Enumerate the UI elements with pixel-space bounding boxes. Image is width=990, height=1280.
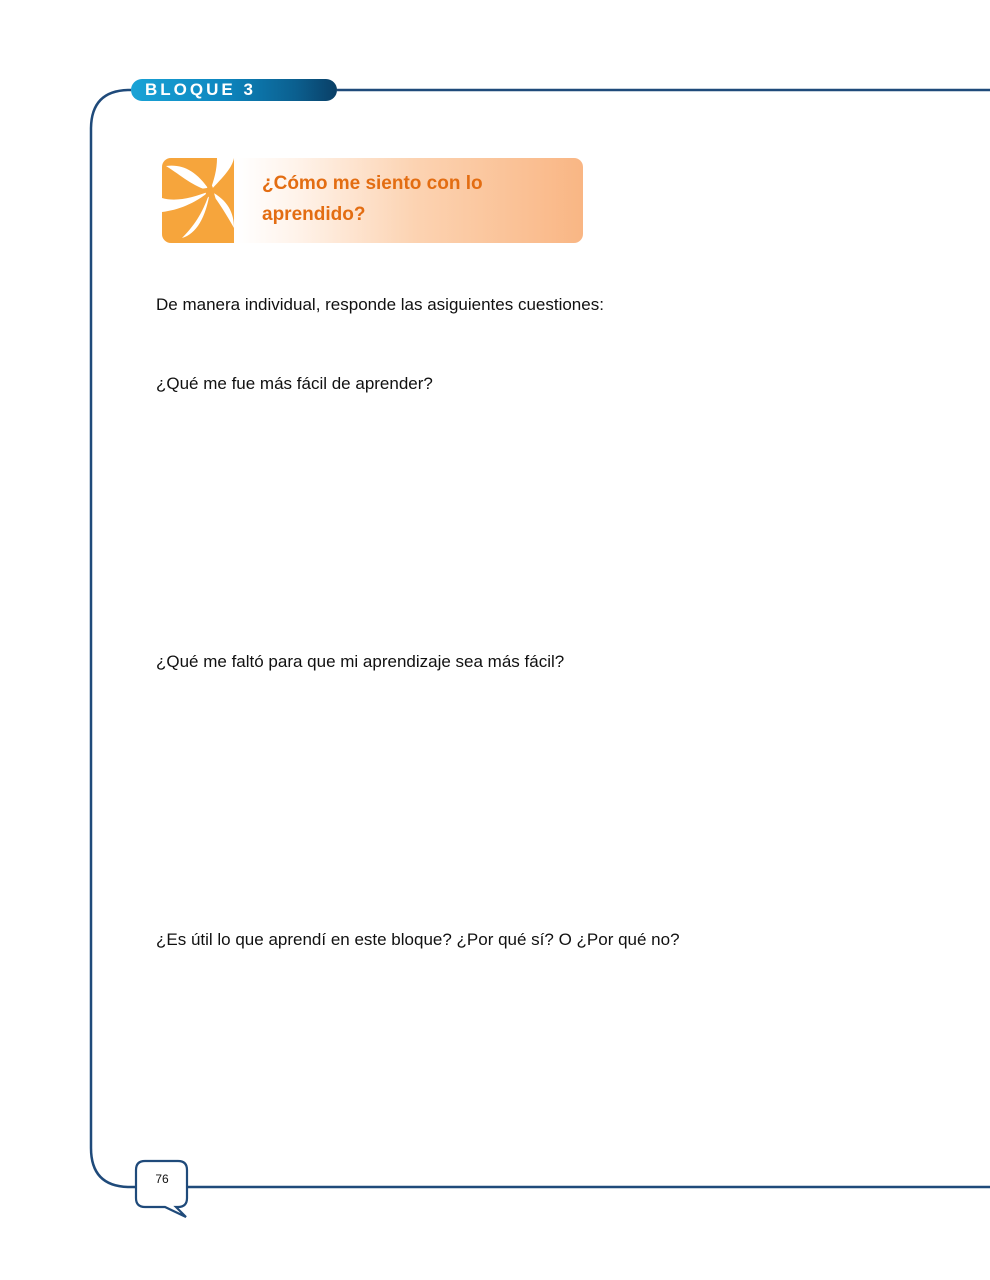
section-title (262, 168, 562, 230)
section-title-banner (162, 158, 583, 243)
question-1: ¿Qué me fue más fácil de aprender? (156, 374, 433, 393)
section-title-line1: ¿Cómo me siento con lo (262, 173, 483, 194)
question-3: ¿Es útil lo que aprendí en este bloque? ¿Por qué sí? O ¿Por qué no? (156, 930, 680, 949)
pinwheel-icon (162, 158, 234, 243)
block-label: BLOQUE 3 (145, 80, 256, 99)
intro-text: De manera individual, responde las asiguientes cuestiones: (156, 295, 604, 314)
page-number-bubble (136, 1161, 187, 1217)
question-2: ¿Qué me faltó para que mi aprendizaje sea más fácil? (156, 652, 565, 671)
section-title-line2: aprendido? (262, 204, 366, 225)
block-tab (131, 79, 337, 101)
page-number: 76 (155, 1172, 169, 1186)
